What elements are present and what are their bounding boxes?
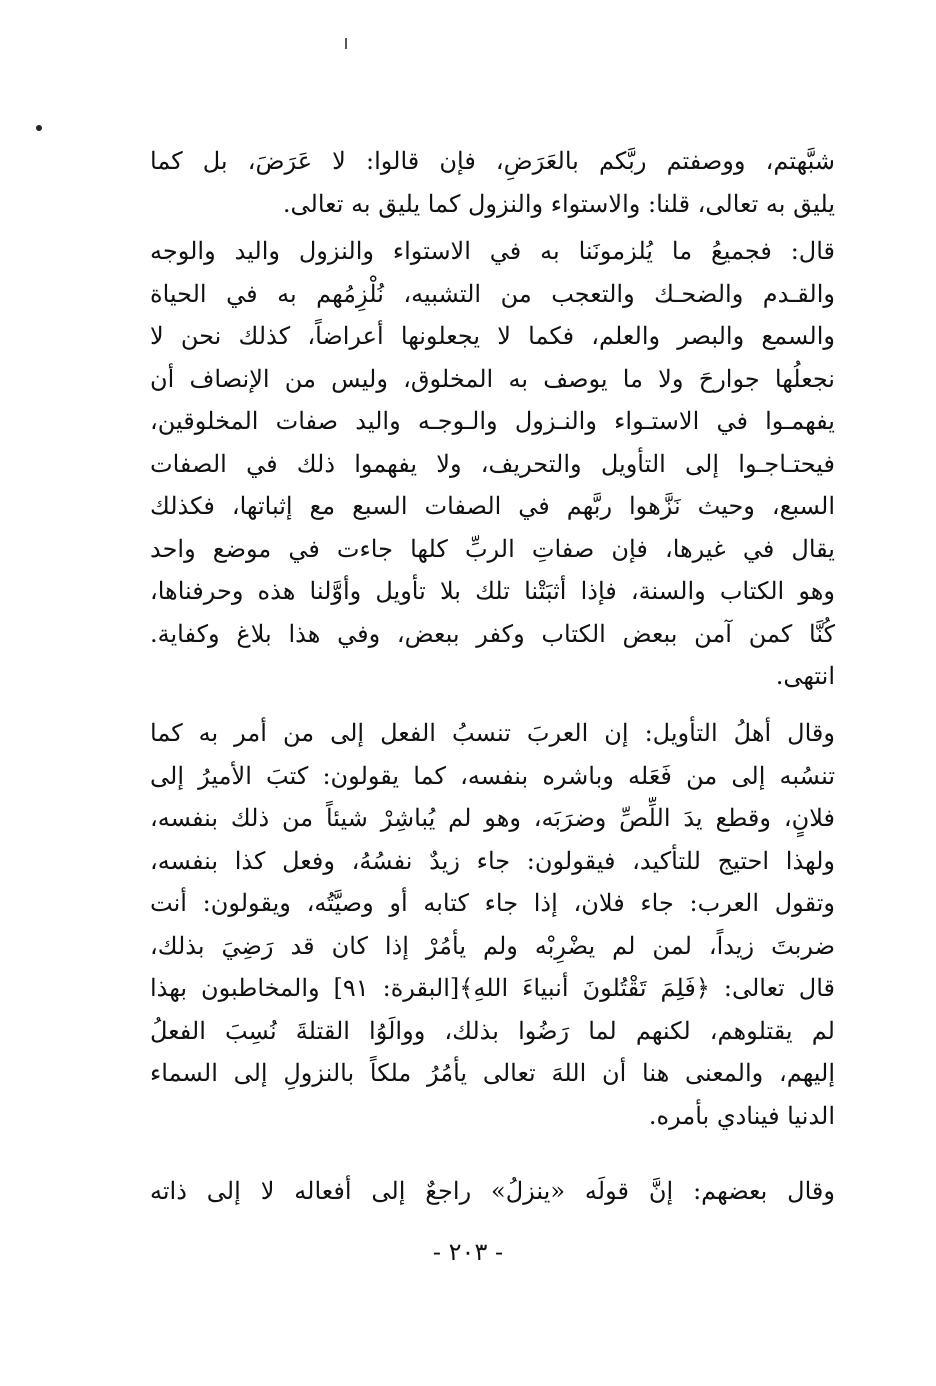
text-line: ضربتَ زيداً، لمن لم يضْرِبْه ولم يأمُرْ إذا كان قد رَضِيَ بذلك، [150,931,835,960]
paragraph-3 [150,712,835,1137]
paragraph-1 [150,140,835,225]
text-line: ولهذا احتيج للتأكيد، فيقولون: جاء زيدٌ نفسُهُ، وفعل كذا بنفسه، [150,846,835,875]
print-mark [345,38,347,49]
text-line: انتهى. [775,662,835,690]
text-line: فلانٍ، وقطع يدَ اللِّصِّ وضرَبَه، وهو لم يُباشِرْ شيئاً من ذلك بنفسه، [150,804,835,832]
text-line: والقـدم والضحـك والتعجب من التشبيه، نُلْزِمُهم به في الحياة [150,279,835,308]
text-line: يفهمـوا في الاستـواء والنـزول والـوجـه واليد صفات المخلوقين، [150,407,835,435]
text-line: قال تعالى: ﴿فَلِمَ تَقْتُلونَ أنبياءَ اللهِ﴾[البقرة: ٩١] والمخاطبون بهذا [150,974,835,1002]
text-line: كُنَّا كمن آمن ببعض الكتاب وكفر ببعض، وفي هذا بلاغ وكفاية. [150,619,835,648]
text-line: وهو الكتاب والسنة، فإذا أثبَتْنا تلك بلا تأويل وأوَّلنا هذه وحرفناها، [150,577,835,605]
text-line: نجعلُها جوارحَ ولا ما يوصف به المخلوق، وليس من الإنصاف أن [150,364,835,393]
speck-mark [36,125,42,131]
text-line: شبَّهتم، ووصفتم ربَّكم بالعَرَضِ، فإن قالوا: لا عَرَضَ، بل كما [150,147,835,175]
text-line: فيحتـاجـوا إلى التأويل والتحريف، ولا يفهموا ذلك في الصفات [150,449,835,478]
text-line: الدنيا فينادي بأمره. [648,1101,835,1130]
text-line: إليهم، والمعنى هنا أن اللهَ تعالى يأمُرُ ملكاً بالنزولِ إلى السماء [150,1059,835,1087]
text-line: وقال بعضهم: إنَّ قولَه «ينزلُ» راجعٌ إلى أفعاله لا إلى ذاته [150,1177,835,1205]
paragraph-2 [150,230,835,698]
text-line: تنسُبه إلى من فَعَله وباشره بنفسه، كما يقولون: كتبَ الأميرُ إلى [150,761,835,790]
text-line: وقال أهلُ التأويل: إن العربَ تنسبُ الفعل إلى من أمر به كما [150,719,835,747]
text-line: يقال في غيرها، فإن صفاتِ الربِّ كلها جاءت في موضع واحد [150,534,835,563]
paragraph-4 [150,1170,835,1213]
text-line: يليق به تعالى، قلنا: والاستواء والنزول كما يليق به تعالى. [282,189,835,218]
text-line: السبع، وحيث نَزَّهوا ربَّهم في الصفات السبع مع إثباتها، فكذلك [150,492,835,520]
text-line: قال: فجميعُ ما يُلزمونَنا به في الاستواء والنزول واليد والوجه [150,237,835,265]
text-line: وتقول العرب: جاء فلان، إذا جاء كتابه أو وصيَّتُه، ويقولون: أنت [150,889,835,917]
page-number: - ٢٠٣ - [432,1238,504,1266]
text-line: والسمع والبصر والعلم، فكما لا يجعلونها أعراضاً، كذلك نحن لا [150,322,835,350]
text-line: لم يقتلوهم، لكنهم لما رَضُوا بذلك، ووالَوُا القتلةَ نُسِبَ الفعلُ [150,1016,835,1045]
